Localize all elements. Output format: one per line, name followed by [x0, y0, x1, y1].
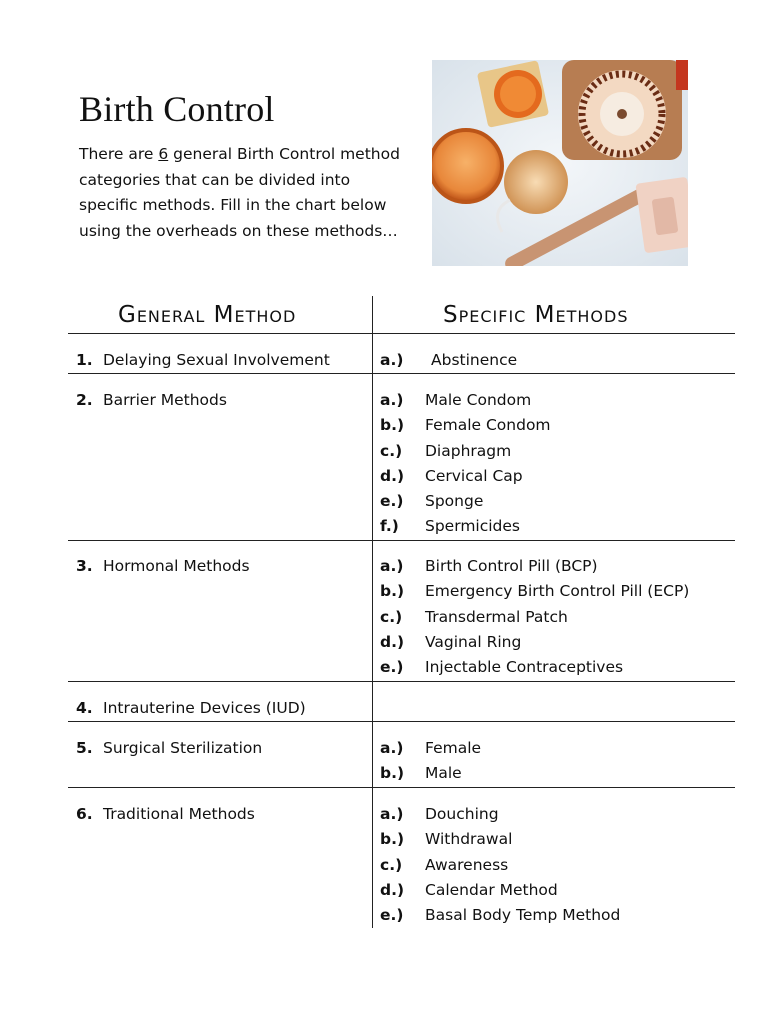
intro-before: There are — [79, 145, 159, 163]
specific-methods-list — [380, 557, 689, 683]
general-method-label: Surgical Sterilization — [103, 739, 263, 757]
general-method-label: Traditional Methods — [103, 805, 255, 823]
item-text: Douching — [425, 805, 499, 823]
item-text: Male Condom — [425, 391, 532, 409]
general-method — [76, 391, 227, 409]
list-item — [380, 739, 481, 764]
item-letter: d.) — [380, 466, 405, 485]
list-item — [380, 881, 620, 906]
list-item — [380, 492, 551, 517]
item-letter: b.) — [380, 416, 405, 435]
list-item — [380, 517, 551, 542]
item-letter: c.) — [380, 441, 403, 460]
item-letter: b.) — [380, 764, 405, 783]
item-text: Female — [425, 739, 482, 757]
item-letter: c.) — [380, 855, 403, 874]
item-text: Injectable Contraceptives — [425, 658, 624, 677]
list-item — [380, 442, 551, 467]
list-item — [380, 764, 481, 789]
general-method-label: Delaying Sexual Involvement — [103, 351, 330, 369]
column-divider — [372, 296, 373, 928]
item-text: Birth Control Pill (BCP) — [425, 557, 598, 575]
item-text: Male — [425, 764, 462, 783]
item-text: Transdermal Patch — [425, 607, 568, 626]
general-method — [76, 351, 330, 369]
list-item — [380, 582, 689, 607]
list-item — [380, 906, 620, 931]
list-item — [380, 416, 551, 441]
item-letter: b.) — [380, 830, 405, 849]
item-text: Vaginal Ring — [425, 632, 522, 651]
item-letter: c.) — [380, 607, 403, 626]
list-item — [380, 467, 551, 492]
item-letter: b.) — [380, 582, 405, 601]
item-text: Spermicides — [425, 517, 520, 536]
general-method-label: Barrier Methods — [103, 391, 227, 409]
list-item — [380, 658, 689, 683]
item-letter: e.) — [380, 658, 404, 677]
item-letter: e.) — [380, 906, 404, 925]
item-letter: a.) — [380, 739, 404, 757]
list-item — [380, 351, 517, 376]
general-method — [76, 739, 262, 757]
header-general-method: General Method — [118, 302, 297, 328]
item-letter: f.) — [380, 517, 399, 536]
item-text: Cervical Cap — [425, 466, 523, 485]
specific-methods-list — [380, 391, 551, 543]
item-text: Awareness — [425, 855, 509, 874]
item-letter: e.) — [380, 492, 404, 511]
page-title: Birth Control — [79, 89, 275, 129]
header-rule — [68, 333, 735, 334]
list-item — [380, 557, 689, 582]
item-letter: a.) — [380, 391, 404, 409]
item-text: Abstinence — [431, 351, 518, 369]
list-item — [380, 608, 689, 633]
intro-number: 6 — [158, 145, 169, 163]
row-number: 1. — [76, 351, 93, 369]
item-letter: a.) — [380, 805, 404, 823]
list-item — [380, 391, 551, 416]
list-item — [380, 633, 689, 658]
item-letter: d.) — [380, 880, 405, 899]
item-text: Basal Body Temp Method — [425, 906, 621, 925]
row-number: 3. — [76, 557, 93, 575]
item-text: Emergency Birth Control Pill (ECP) — [425, 582, 690, 601]
general-method — [76, 557, 250, 575]
item-text: Diaphragm — [425, 441, 512, 460]
list-item — [380, 856, 620, 881]
specific-methods-list — [380, 805, 620, 931]
item-letter: a.) — [380, 557, 404, 575]
row-number: 6. — [76, 805, 93, 823]
contraceptives-photo — [432, 60, 688, 266]
header-specific-methods: Specific Methods — [443, 302, 629, 328]
item-letter: a.) — [380, 351, 404, 369]
item-text: Female Condom — [425, 416, 551, 435]
general-method — [76, 699, 306, 717]
intro-after: general Birth Control method categories that can be divided into specific methods. Fill in the chart below using the overheads on these methods… — [79, 145, 400, 240]
item-text: Sponge — [425, 492, 484, 511]
general-method-label: Intrauterine Devices (IUD) — [103, 699, 306, 717]
row-number: 4. — [76, 699, 93, 717]
row-number: 2. — [76, 391, 93, 409]
row-rule — [68, 721, 735, 722]
item-text: Calendar Method — [425, 880, 558, 899]
specific-methods-list — [380, 739, 481, 790]
general-method — [76, 805, 255, 823]
item-text: Withdrawal — [425, 830, 513, 849]
list-item — [380, 830, 620, 855]
specific-methods-list — [380, 351, 517, 376]
row-number: 5. — [76, 739, 93, 757]
list-item — [380, 805, 620, 830]
general-method-label: Hormonal Methods — [103, 557, 250, 575]
item-letter: d.) — [380, 632, 405, 651]
intro-paragraph — [79, 142, 409, 244]
